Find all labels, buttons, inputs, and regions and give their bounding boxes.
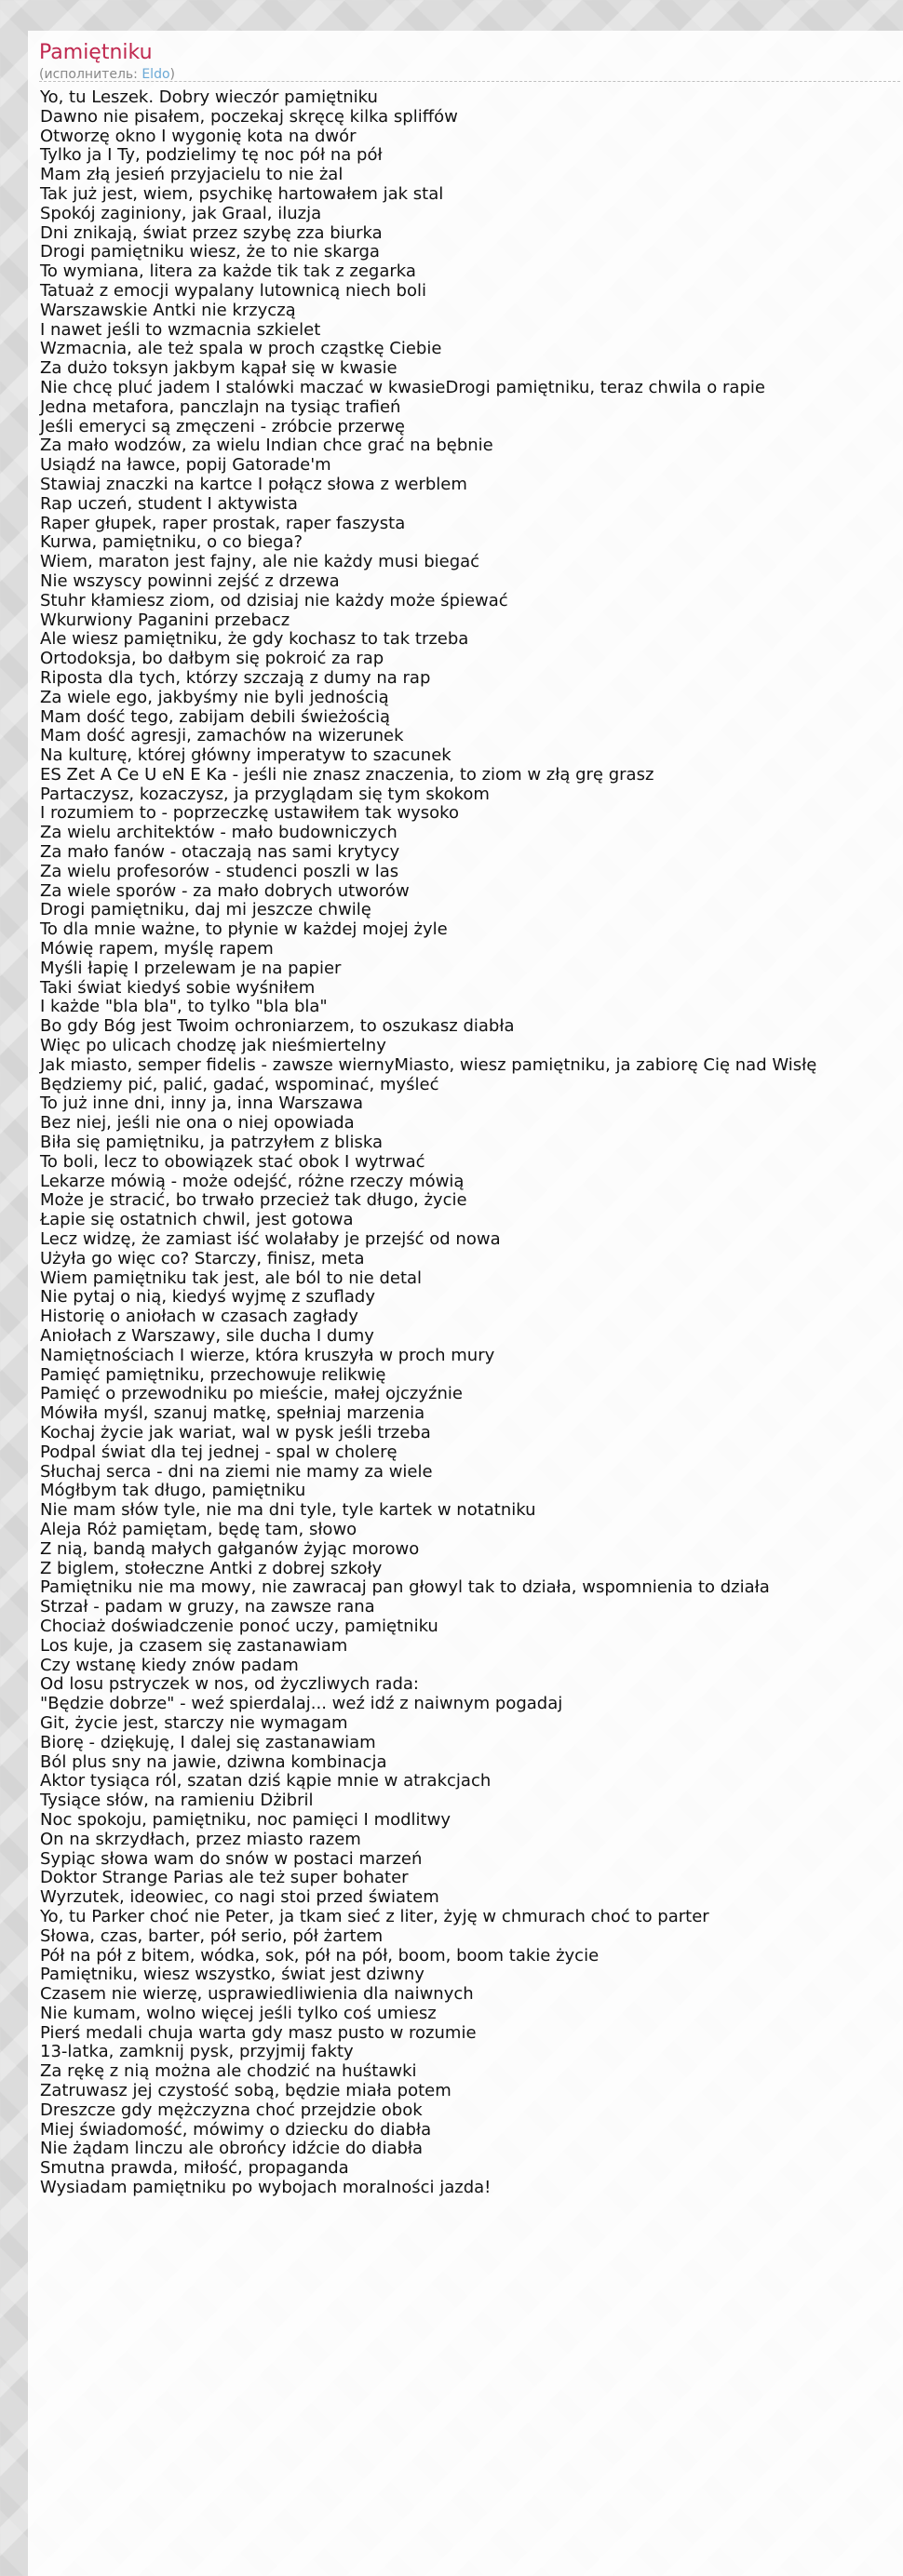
lyric-line: Od losu pstryczek w nos, od życzliwych rada: [40, 1674, 419, 1695]
lyric-line: Pamiętniku, wiesz wszystko, świat jest dziwny [40, 1965, 425, 1985]
lyric-line: Mam złą jesień przyjacielu to nie żal [40, 165, 344, 185]
lyric-line: Kurwa, pamiętniku, o co biega? [40, 532, 303, 553]
lyric-line: Aleja Róż pamiętam, będę tam, słowo [40, 1519, 357, 1539]
lyric-line: Jedna metafora, panczlajn na tysiąc trafień [40, 396, 401, 417]
lyric-line: Lekarze mówią - może odejść, różne rzeczy mówią [40, 1171, 465, 1191]
lyric-line: Słowa, czas, barter, pół serio, pół żartem [40, 1925, 384, 1946]
lyric-line: Nie mam słów tyle, nie ma dni tyle, tyle kartek w notatniku [40, 1500, 536, 1521]
lyric-line: Wiem pamiętniku tak jest, ale ból to nie detal [40, 1268, 423, 1288]
lyric-line: Spokój zaginiony, jak Graal, iluzja [40, 203, 322, 223]
lyric-line: Smutna prawda, miłość, propaganda [40, 2158, 349, 2179]
lyric-line: Słuchaj serca - dni na ziemi nie mamy za wiele [40, 1461, 433, 1482]
lyric-line: Dni znikają, świat przez szybę zza biurka [40, 222, 383, 243]
lyric-line: Bo gdy Bóg jest Twoim ochroniarzem, to oszukasz diabła [40, 1016, 515, 1037]
lyric-line: Git, życie jest, starczy nie wymagam [40, 1712, 348, 1733]
lyric-line: Drogi pamiętniku wiesz, że to nie skarga [40, 242, 380, 262]
lyric-line: Wzmacnia, ale też spala w proch cząstkę Ciebie [40, 339, 442, 359]
lyric-line: Pamięć o przewodniku po mieście, małej ojczyźnie [40, 1384, 463, 1404]
lyric-line: Może je stracić, bo trwało przecież tak długo, życie [40, 1190, 467, 1211]
lyric-line: Pół na pół z bitem, wódka, sok, pół na pół, boom, boom takie życie [40, 1945, 600, 1966]
lyric-line: Za wielu architektów - mało budowniczych [40, 823, 398, 843]
lyric-line: To już inne dni, inny ja, inna Warszawa [40, 1093, 364, 1114]
lyric-line: Stuhr kłamiesz ziom, od dzisiaj nie każdy może śpiewać [40, 590, 508, 610]
lyric-line: Wiem, maraton jest fajny, ale nie każdy musi biegać [40, 552, 480, 572]
lyric-line: Będziemy pić, palić, gadać, wspominać, myśleć [40, 1074, 439, 1094]
lyric-line: Nie chcę pluć jadem I stalówki maczać w kwasieDrogi pamiętniku, teraz chwila o rapie [40, 377, 765, 397]
lyric-line: On na skrzydłach, przez miasto razem [40, 1829, 361, 1849]
lyric-line: Yo, tu Leszek. Dobry wieczór pamiętniku [40, 87, 378, 107]
lyric-line: 13-latka, zamknij pysk, przyjmij fakty [40, 2042, 354, 2062]
lyric-line: Chociaż doświadczenie ponoć uczy, pamiętniku [40, 1616, 438, 1636]
lyric-line: Warszawskie Antki nie krzyczą [40, 300, 296, 320]
lyric-line: Wyrzutek, ideowiec, co nagi stoi przed światem [40, 1887, 439, 1908]
lyric-line: To dla mnie ważne, to płynie w każdej mojej żyle [40, 919, 448, 940]
lyric-line: I nawet jeśli to wzmacnia szkielet [40, 319, 321, 340]
lyric-line: Nie kumam, wolno więcej jeśli tylko coś umiesz [40, 2003, 437, 2023]
lyric-line: Wysiadam pamiętniku po wybojach moralności jazda! [40, 2178, 492, 2198]
lyric-line: Yo, tu Parker choć nie Peter, ja tkam sieć z liter, żyję w chmurach choć to parter [40, 1906, 709, 1926]
lyric-line: Stawiaj znaczki na kartce I połącz słowa z werblem [40, 474, 467, 494]
lyric-line: Biła się pamiętniku, ja patrzyłem z bliska [40, 1133, 383, 1153]
lyric-line: Biorę - dziękuję, I dalej się zastanawiam [40, 1732, 376, 1752]
lyric-line: Noc spokoju, pamiętniku, noc pamięci I modlitwy [40, 1809, 451, 1830]
lyric-line: Strzał - padam w gruzy, na zawsze rana [40, 1597, 375, 1617]
lyric-line: Lecz widzę, że zamiast iść wolałaby je przejść od nowa [40, 1229, 501, 1250]
lyric-line: Taki świat kiedyś sobie wyśniłem [40, 977, 316, 998]
lyric-line: Za wielu profesorów - studenci poszli w las [40, 861, 399, 881]
lyric-line: Mógłbym tak długo, pamiętniku [40, 1481, 306, 1501]
lyric-line: Myśli łapię I przelewam je na papier [40, 958, 342, 978]
lyric-line: Mam dość tego, zabijam debili świeżością [40, 706, 391, 727]
lyrics-page [28, 31, 903, 2576]
lyric-line: Na kulturę, której główny imperatyw to szacunek [40, 745, 452, 766]
lyric-line: Za mało fanów - otaczają nas sami krytycy [40, 842, 400, 863]
lyric-line: Nie wszyscy powinni zejść z drzewa [40, 570, 340, 591]
lyric-line: Wkurwiony Paganini przebacz [40, 610, 290, 630]
lyric-line: Mam dość agresji, zamachów na wizerunek [40, 726, 404, 746]
performer-link[interactable]: Eldo [142, 67, 170, 82]
lyric-line: "Będzie dobrze" - weź spierdalaj... weź idź z naiwnym pogadaj [40, 1694, 563, 1714]
lyric-line: Ale wiesz pamiętniku, że gdy kochasz to tak trzeba [40, 629, 469, 650]
lyric-line: Mówiła myśl, szanuj matkę, spełniaj marzenia [40, 1403, 425, 1424]
lyric-line: Nie żądam linczu ale obrońcy idźcie do diabła [40, 2139, 424, 2159]
lyric-line: Tylko ja I Ty, podzielimy tę noc pół na pół [40, 145, 383, 166]
lyric-line: Partaczysz, kozaczysz, ja przyglądam się tym skokom [40, 784, 490, 804]
lyric-line: Historię o aniołach w czasach zagłady [40, 1307, 358, 1327]
lyric-line: I każde "bla bla", to tylko "bla bla" [40, 997, 328, 1017]
lyric-line: Namiętnościach I wierze, która kruszyła w proch mury [40, 1345, 495, 1365]
lyric-line: Dreszcze gdy mężczyzna choć przejdzie obok [40, 2100, 423, 2120]
lyric-line: Raper głupek, raper prostak, raper faszysta [40, 513, 406, 533]
lyric-line: Drogi pamiętniku, daj mi jeszcze chwilę [40, 900, 371, 920]
lyric-line: Pierś medali chuja warta gdy masz pusto w rozumie [40, 2022, 477, 2043]
lyric-line: Bez niej, jeśli nie ona o niej opowiada [40, 1113, 355, 1134]
lyric-line: Z biglem, stołeczne Antki z dobrej szkoły [40, 1558, 383, 1578]
lyric-line: Za mało wodzów, za wielu Indian chce grać na bębnie [40, 436, 493, 456]
lyric-line: Z nią, bandą małych gałganów żyjąc morowo [40, 1538, 420, 1559]
lyric-line: Pamięć pamiętniku, przechowuje relikwię [40, 1364, 386, 1385]
lyric-line: Za rękę z nią można ale chodzić na huśtawki [40, 2061, 417, 2082]
lyric-line: Aniołach z Warszawy, sile ducha I dumy [40, 1326, 374, 1346]
lyric-line: Ortodoksja, bo dałbym się pokroić za rap [40, 649, 384, 669]
lyric-line: Pamiętniku nie ma mowy, nie zawracaj pan głowyl tak to działa, wspomnienia to działa [40, 1577, 770, 1598]
lyric-line: Miej świadomość, mówimy o dziecku do diabła [40, 2119, 432, 2140]
lyric-line: Tak już jest, wiem, psychikę hartowałem jak stal [40, 183, 444, 204]
lyric-line: Kochaj życie jak wariat, wal w pysk jeśli trzeba [40, 1422, 431, 1442]
lyric-line: Jak miasto, semper fidelis - zawsze wiernyMiasto, wiesz pamiętniku, ja zabiorę Cię nad Wisłę [40, 1054, 817, 1075]
lyric-line: Tatuaż z emocji wypalany lutownicą niech boli [40, 280, 426, 301]
lyric-line: I rozumiem to - poprzeczkę ustawiłem tak wysoko [40, 803, 459, 824]
lyric-line: Czasem nie wierzę, usprawiedliwienia dla naiwnych [40, 1984, 474, 2005]
lyric-line: Użyła go więc co? Starczy, finisz, meta [40, 1248, 365, 1268]
lyric-line: Mówię rapem, myślę rapem [40, 939, 274, 959]
lyric-line: Łapie się ostatnich chwil, jest gotowa [40, 1210, 354, 1230]
lyric-line: Podpal świat dla tej jednej - spal w cholerę [40, 1442, 398, 1462]
song-header [39, 40, 900, 82]
lyric-line: Za dużo toksyn jakbym kąpał się w kwasie [40, 358, 398, 379]
lyric-line: Nie pytaj o nią, kiedyś wyjmę z szuflady [40, 1287, 375, 1308]
lyric-line: Rap uczeń, student I aktywista [40, 493, 298, 514]
lyric-line: Sypiąc słowa wam do snów w postaci marzeń [40, 1848, 423, 1869]
lyric-line: To boli, lecz to obowiązek stać obok I wytrwać [40, 1151, 425, 1172]
lyric-line: Zatruwasz jej czystość sobą, będzie miała potem [40, 2081, 452, 2101]
lyrics-body [40, 88, 903, 2198]
lyric-line: Otworzę okno I wygonię kota na dwór [40, 126, 357, 146]
lyric-line: ES Zet A Ce U eN E Ka - jeśli nie znasz znaczenia, to ziom w złą grę grasz [40, 764, 654, 785]
lyric-line: Za wiele ego, jakbyśmy nie byli jednością [40, 687, 389, 707]
lyric-line: Aktor tysiąca ról, szatan dziś kąpie mnie w atrakcjach [40, 1771, 492, 1791]
lyric-line: Los kuje, ja czasem się zastanawiam [40, 1635, 348, 1656]
performer-line [39, 67, 175, 82]
lyric-line: To wymiana, litera za każde tik tak z zegarka [40, 262, 416, 282]
lyric-line: Ból plus sny na jawie, dziwna kombinacja [40, 1751, 387, 1772]
lyric-line: Riposta dla tych, którzy szczają z dumy na rap [40, 667, 431, 688]
lyric-line: Jeśli emeryci są zmęczeni - zróbcie przerwę [40, 416, 405, 436]
lyric-line: Tysiące słów, na ramieniu Dżibril [40, 1791, 314, 1811]
lyric-line: Doktor Strange Parias ale też super bohater [40, 1868, 409, 1888]
performer-paren-open: ( [39, 67, 45, 82]
performer-label: исполнитель: [44, 67, 142, 82]
performer-paren-close: ) [169, 67, 175, 82]
lyric-line: Czy wstanę kiedy znów padam [40, 1655, 299, 1675]
lyric-line: Więc po ulicach chodzę jak nieśmiertelny [40, 1036, 386, 1056]
lyric-line: Usiądź na ławce, popij Gatorade'm [40, 455, 331, 476]
song-title: Pamiętniku [39, 41, 153, 64]
lyric-line: Za wiele sporów - za mało dobrych utworów [40, 880, 410, 901]
lyric-line: Dawno nie pisałem, poczekaj skręcę kilka spliffów [40, 106, 458, 127]
